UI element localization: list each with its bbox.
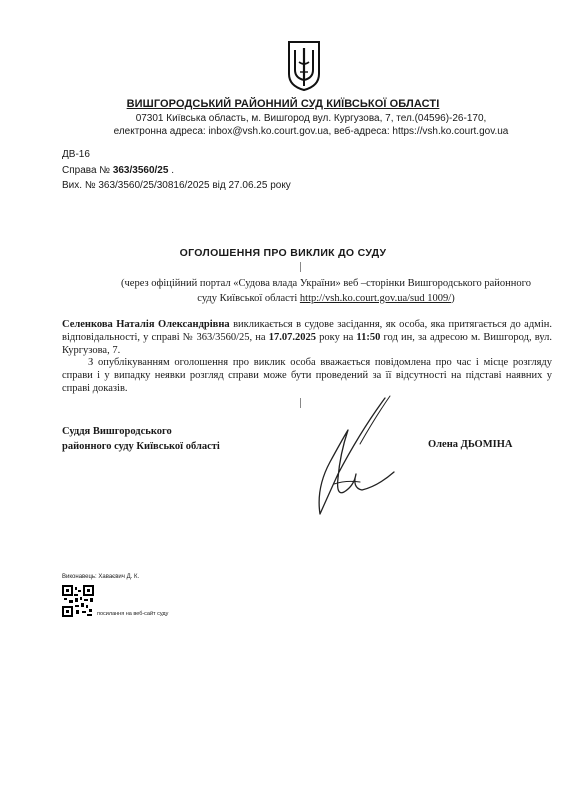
judge-name: Олена ДЬОМІНА: [428, 439, 513, 450]
outgoing-number-line: [62, 180, 291, 191]
case-number: 363/3560/25: [112, 165, 169, 176]
trident-emblem-icon: [286, 40, 322, 92]
judge-title-line1: Суддя Вишгородського: [62, 426, 172, 437]
court-contacts: електронна адреса: inbox@vsh.ko.court.gov.ua, веб-адреса: https://vsh.ko.court.gov.ua: [113, 126, 509, 137]
form-code: ДВ-16: [62, 149, 90, 160]
judge-title: [62, 424, 220, 454]
case-suffix: .: [171, 165, 174, 176]
handwritten-signature: [290, 392, 440, 522]
qr-code-icon[interactable]: [62, 585, 94, 617]
outgoing-label: Вих. №: [62, 180, 96, 191]
portal-line1: (через офіційний портал «Судова влада України» веб –сторінки Вишгородського районного: [121, 278, 531, 289]
qr-caption: посилання на веб-сайт суду: [97, 611, 169, 617]
portal-line2: [96, 291, 556, 306]
court-name: ВИШГОРОДСЬКИЙ РАЙОННИЙ СУД КИЇВСЬКОЇ ОБЛАСТІ: [126, 98, 440, 110]
hearing-time: 11:50: [356, 332, 381, 343]
summoned-person: Селенкова Наталія Олександрівна: [62, 319, 230, 330]
court-website-link[interactable]: http://vsh.ko.court.gov.ua/sud 1009/: [299, 293, 452, 304]
executor-note: Виконавець: Хаваєвич Д. К.: [62, 574, 140, 580]
scan-artifact: [300, 262, 301, 272]
summons-paragraph: [62, 318, 552, 357]
case-number-line: [62, 165, 174, 176]
case-label: Справа №: [62, 165, 111, 176]
scan-artifact: [300, 398, 301, 408]
portal-line2-prefix: суду Київської області: [197, 293, 300, 304]
document-title: ОГОЛОШЕННЯ ПРО ВИКЛИК ДО СУДУ: [179, 247, 387, 259]
portal-line2-suffix: ): [451, 293, 455, 304]
outgoing-date: від 27.06.25 року: [212, 180, 291, 191]
summons-text3: год ин, за адресою м. Вишгород, вул. Кургузова, 7.: [62, 332, 552, 356]
outgoing-number: 363/3560/25/30816/2025: [98, 180, 210, 191]
summons-text1: викликається в судове засідання, як особа, яка притягається до адмін. відповідальності, у справі № 363/3560/25, на: [62, 319, 552, 343]
hearing-date: 17.07.2025: [268, 332, 316, 343]
judge-title-line2: районного суду Київської області: [62, 441, 220, 452]
summons-text2: року на: [315, 332, 357, 343]
notice-paragraph: З опублікуванням оголошення про виклик особа вважається повідомлена про час і місце розгляду справи і у випадку неявки розгляд справи може бути проведений за її відсутності на підставі наявних у справі доказів.: [62, 357, 552, 394]
court-address: 07301 Київська область, м. Вишгород вул. Кургузова, 7, тел.(04596)-26-170,: [135, 113, 487, 124]
portal-note: [96, 276, 556, 306]
